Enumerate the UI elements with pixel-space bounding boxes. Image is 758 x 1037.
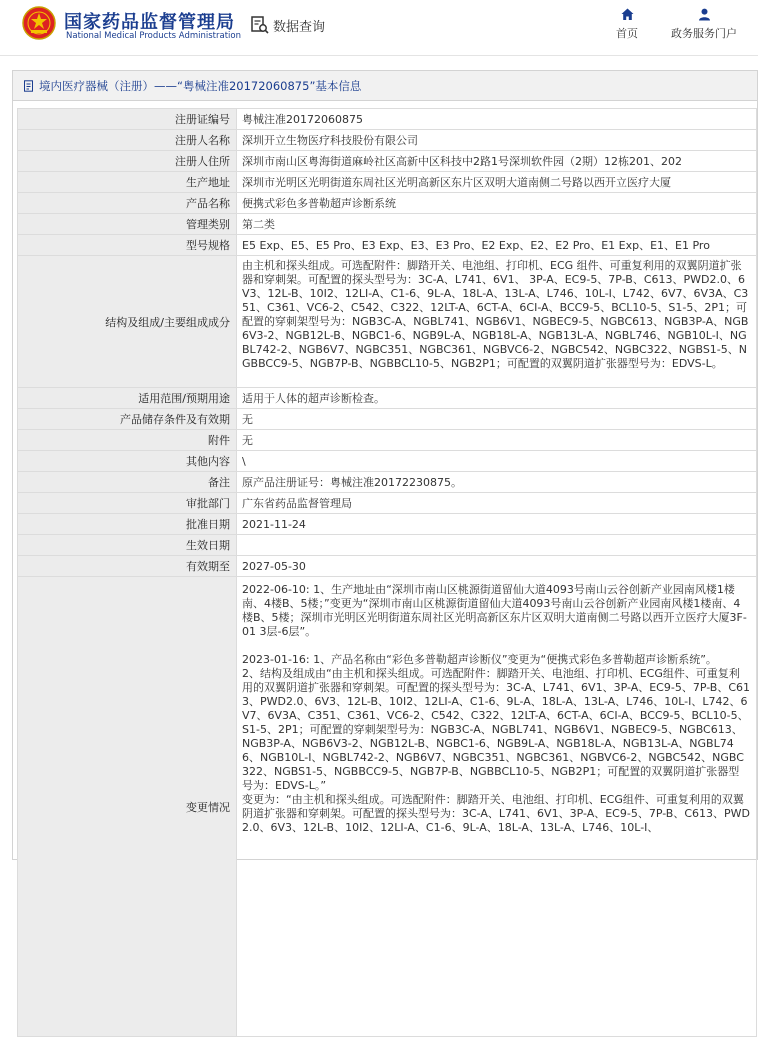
- detail-panel: [12, 70, 758, 860]
- table-row: [18, 535, 757, 556]
- field-label: 其他内容: [18, 451, 237, 472]
- field-label: 有效期至: [18, 556, 237, 577]
- field-label: 型号规格: [18, 235, 237, 256]
- table-row: [18, 214, 757, 235]
- breadcrumb-title: “粤械注准20172060875”基本信息: [177, 78, 362, 93]
- table-row: [18, 256, 757, 388]
- field-label: 适用范围/预期用途: [18, 388, 237, 409]
- site-subtitle: National Medical Products Administration: [66, 31, 241, 41]
- table-row: [18, 151, 757, 172]
- field-value: 广东省药品监督管理局: [237, 493, 757, 514]
- field-value: 深圳市南山区粤海街道麻岭社区高新中区科技中2路1号深圳软件园（2期）12栋201、202: [237, 151, 757, 172]
- field-label: 变更情况: [18, 577, 237, 1037]
- field-label: 产品名称: [18, 193, 237, 214]
- site-title[interactable]: 国家药品监督管理局: [64, 12, 235, 33]
- table-row: [18, 472, 757, 493]
- field-label: 备注: [18, 472, 237, 493]
- field-label: 注册人住所: [18, 151, 237, 172]
- field-value: 便携式彩色多普勒超声诊断系统: [237, 193, 757, 214]
- info-table: [17, 108, 757, 1037]
- table-row: [18, 514, 757, 535]
- table-row: [18, 235, 757, 256]
- user-icon: [698, 8, 711, 21]
- field-label: 生效日期: [18, 535, 237, 556]
- field-label: 注册人名称: [18, 130, 237, 151]
- table-row: [18, 430, 757, 451]
- field-value: 由主机和探头组成。可选配附件：脚踏开关、电池组、打印机、ECG 组件、可重复利用的双翼阴道扩张器和穿刺架。可配置的探头型号为：3C-A、L741、6V1、 3P-A、EC9-5、7P-B、C613、PWD2.0、6V3、12L-B、10I2、12LI-A、C1-6、9L-A、18L-A、13L-A、L746、10L-I、L742、6V7、6V3A、C351、C361、VC6-2、C542、C322、12LT-A、6CT-A、6CI-A、BCC9-5、BCL10-5、S1-5、2P1；可配置的穿刺架型号为：NGB3C-A、NGBL741、NGB6V1、NGBEC9-5、NGBC613、NGB3P-A、NGB6V3-2、NGB12L-B、NGBC1-6、NGB9L-A、NGB18L-A、NGB13L-A、NGBL746、NGB10L-I、NGBL742-2、NGB6V7、NGBC351、NGBC361、NGBVC6-2、NGBC542、NGBC322、NGBS1-5、NGBBCC9-5、NGB7P-B、NGBBCL10-5、NGB2P1；可配置的双翼阴道扩张器型号为：EDVS-L。: [237, 256, 757, 388]
- breadcrumb-category[interactable]: 境内医疗器械（注册）: [39, 78, 154, 93]
- table-row: [18, 556, 757, 577]
- table-row: [18, 109, 757, 130]
- field-label: 批准日期: [18, 514, 237, 535]
- table-row: [18, 130, 757, 151]
- nav-service-label: 政务服务门户: [671, 27, 737, 40]
- field-label: 管理类别: [18, 214, 237, 235]
- field-value: 深圳市光明区光明街道东周社区光明高新区东片区双明大道南侧二号路以西开立医疗大厦: [237, 172, 757, 193]
- field-value: 第二类: [237, 214, 757, 235]
- breadcrumb-separator: ——: [154, 78, 177, 93]
- table-row: [18, 409, 757, 430]
- field-value: 无: [237, 430, 757, 451]
- field-value: 无: [237, 409, 757, 430]
- field-label: 审批部门: [18, 493, 237, 514]
- nav-home-label: 首页: [616, 27, 638, 40]
- table-row: [18, 577, 757, 1037]
- table-row: [18, 388, 757, 409]
- national-emblem-icon[interactable]: [22, 6, 56, 40]
- document-icon: [23, 80, 35, 92]
- field-value: 2027-05-30: [237, 556, 757, 577]
- field-value: 2022-06-10: 1、生产地址由“深圳市南山区桃源街道留仙大道4093号南山云谷创新产业园南风楼1楼南、4楼B、5楼；”变更为“深圳市南山区桃源街道留仙大道4093号南山云谷创新产业园南风楼1楼南、4楼B、5楼；深圳市光明区光明街道东周社区光明高新区东片区双明大道南侧二号路以西开立医疗大厦3F-01 3层-6层”。 2023-01-16: 1、产品名称由“彩色多普勒超声诊断仪”变更为“便携式彩色多普勒超声诊断系统”。 2、结构及组成由“由主机和探头组成。可选配附件：脚踏开关、电池组、打印机、ECG组件、可重复利用的双翼阴道扩张器和穿刺架。可配置的探头型号为：3C-A、L741、6V1、3P-A、EC9-5、7P-B、C613、PWD2.0、6V3、12L-B、10I2、12LI-A、C1-6、9L-A、18L-A、13L-A、L746、10L-I、L742、6V7、6V3A、C351、C361、VC6-2、C542、C322、12LT-A、6CT-A、6CI-A、BCC9-5、BCL10-5、S1-5、2P1；可配置的穿刺架型号为：NGB3C-A、NGBL741、NGB6V1、NGBEC9-5、NGBC613、NGB3P-A、NGB6V3-2、NGB12L-B、NGBC1-6、NGB9L-A、NGB18L-A、NGB13L-A、NGBL746、NGB10L-I、NGBL742-2、NGB6V7、NGBC351、NGBC361、NGBVC6-2、NGBC542、NGBC322、NGBS1-5、NGBBCC9-5、NGB7P-B、NGBBCL10-5、NGB2P1；可配置的双翼阴道扩张器型号为：EDVS-L。” 变更为：“由主机和探头组成。可选配附件：脚踏开关、电池组、打印机、ECG组件、可重复利用的双翼阴道扩张器和穿刺架。可配置的探头型号为：3C-A、L741、6V1、3P-A、EC9-5、7P-B、C613、PWD2.0、6V3、12L-B、10I2、12LI-A、C1-6、9L-A、18L-A、13L-A、L746、10L-I、: [237, 577, 757, 1037]
- field-label: 生产地址: [18, 172, 237, 193]
- field-label: 附件: [18, 430, 237, 451]
- data-query-label: 数据查询: [273, 19, 326, 35]
- table-row: [18, 172, 757, 193]
- field-value: 2021-11-24: [237, 514, 757, 535]
- data-query-link[interactable]: [250, 12, 325, 38]
- field-value: 粤械注准20172060875: [237, 109, 757, 130]
- data-query-icon: [250, 15, 270, 35]
- field-value: 深圳开立生物医疗科技股份有限公司: [237, 130, 757, 151]
- table-row: [18, 493, 757, 514]
- nav-home[interactable]: [612, 8, 642, 41]
- nav-service-portal[interactable]: [666, 8, 742, 41]
- field-value: 原产品注册证号：粤械注准20172230875。: [237, 472, 757, 493]
- field-value: [237, 535, 757, 556]
- field-label: 产品储存条件及有效期: [18, 409, 237, 430]
- table-row: [18, 451, 757, 472]
- field-value: \: [237, 451, 757, 472]
- field-label: 结构及组成/主要组成成分: [18, 256, 237, 388]
- field-value: 适用于人体的超声诊断检查。: [237, 388, 757, 409]
- site-header: [0, 0, 758, 56]
- home-icon: [621, 8, 634, 21]
- field-value: E5 Exp、E5、E5 Pro、E3 Exp、E3、E3 Pro、E2 Exp、E2、E2 Pro、E1 Exp、E1、E1 Pro: [237, 235, 757, 256]
- field-label: 注册证编号: [18, 109, 237, 130]
- table-row: [18, 193, 757, 214]
- breadcrumb: [13, 71, 757, 101]
